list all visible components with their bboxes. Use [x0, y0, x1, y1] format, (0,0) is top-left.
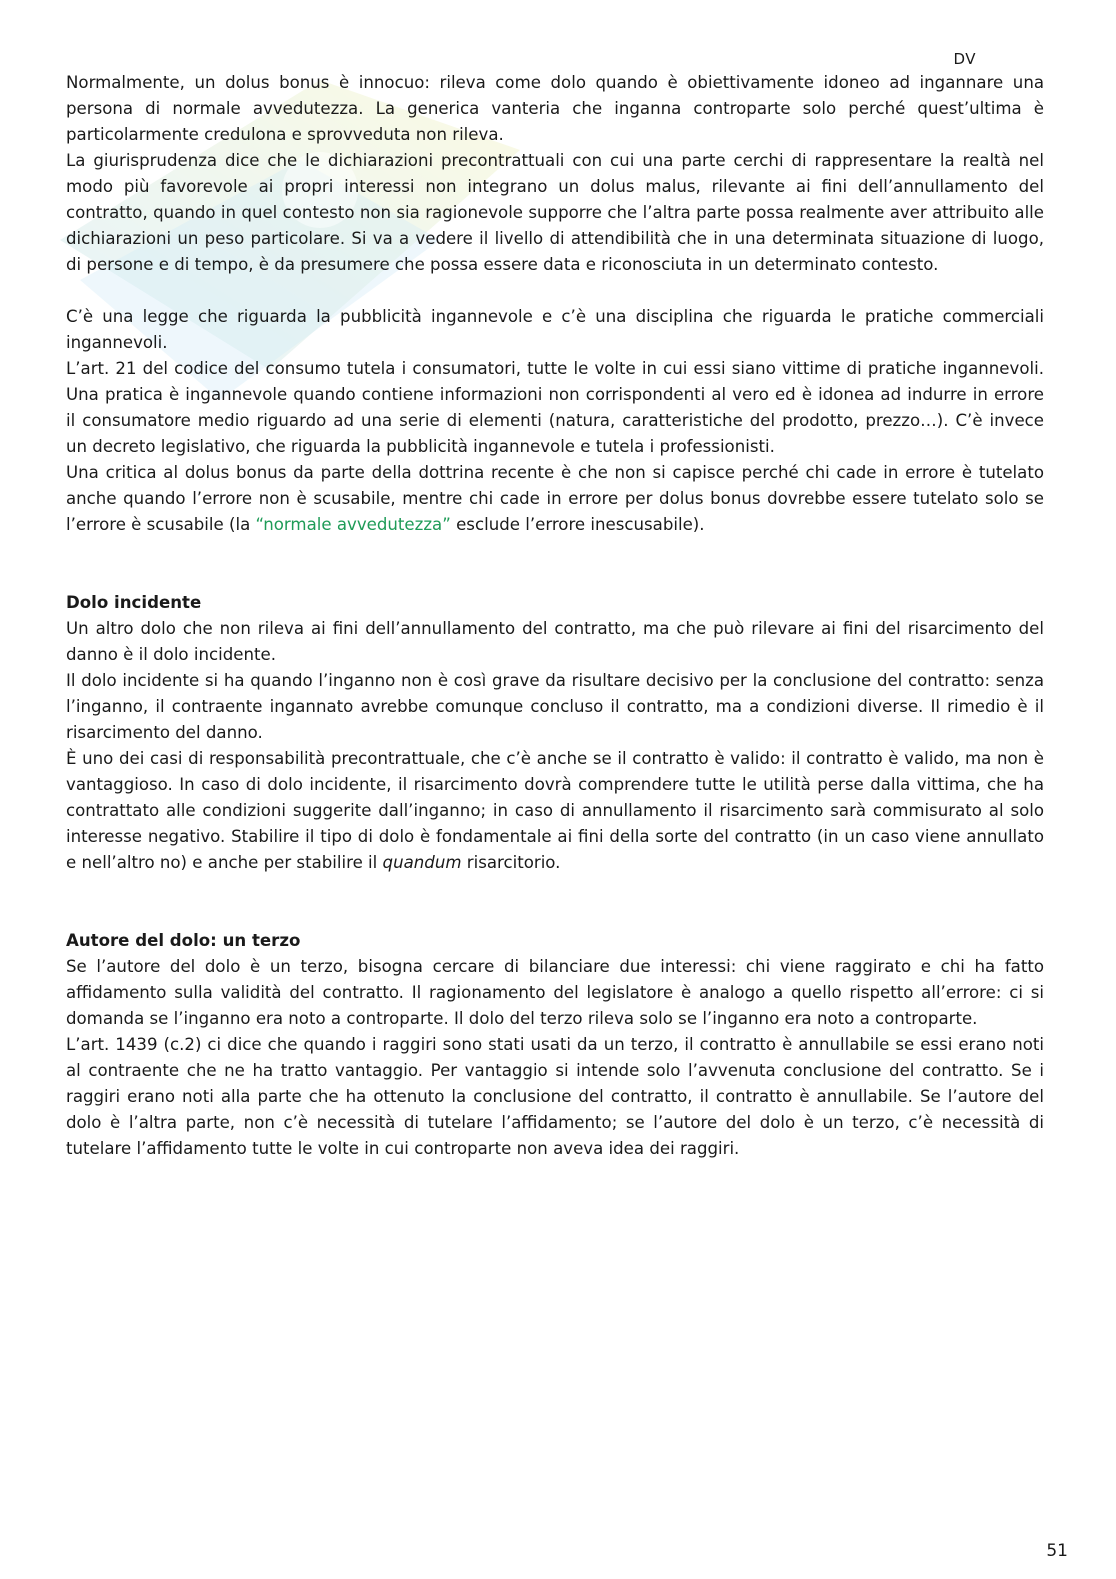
paragraph-dolo-incidente-def: Il dolo incidente si ha quando l’inganno non è così grave da risultare decisivo per la conclusione del contratto: senza l’inganno, il contraente ingannato avrebbe comunque concluso il contratto, ma a condizioni diverse. Il rimedio è il risarcimento del danno. — [66, 671, 1044, 742]
text-run: È uno dei casi di responsabilità precontrattuale, che c’è anche se il contratto è valido: il contratto è valido, ma non è vantaggioso. In caso di dolo incidente, il risarcimento dovrà comprendere tutte le utilità perse dalla vittima, che ha contrattato alle condizioni suggerite dall’inganno; in caso di annullamento il risarcimento sarà commisurato al solo interesse negativo. Stabilire il tipo di dolo è fondamentale ai fini della sorte del contratto (in un caso viene annullato e nell’altro no) e anche per stabilire il — [66, 749, 1044, 872]
paragraph-art-1439: L’art. 1439 (c.2) ci dice che quando i raggiri sono stati usati da un terzo, il contratto è annullabile se essi erano noti al contraente che ne ha tratto vantaggio. Per vantaggio si intende solo l’avvenuta conclusione del contratto. Se i raggiri erano noti alla parte che ha ottenuto la conclusione del contratto, il contratto è annullabile. Se l’autore del dolo è l’altra parte, non c’è necessità di tutelare l’affidamento; se l’autore del dolo è un terzo, c’è necessità di tutelare l’affidamento tutte le volte in cui controparte non aveva idea dei raggiri. — [66, 1035, 1044, 1158]
paragraph-dolus-bonus: Normalmente, un dolus bonus è innocuo: rileva come dolo quando è obiettivamente idoneo ad ingannare una persona di normale avvedutezza. La generica vanteria che inganna controparte solo perché quest’ultima è particolarmente credulona e sprovveduta non rileva. — [66, 73, 1044, 144]
paragraph-codice-consumo: L’art. 21 del codice del consumo tutela i consumatori, tutte le volte in cui essi siano vittime di pratiche ingannevoli. Una pratica è ingannevole quando contiene informazioni non corrispondenti al vero ed è idonea ad indurre in errore il consumatore medio riguardo ad una serie di elementi (natura, caratteristiche del prodotto, prezzo…). C’è invece un decreto legislativo, che riguarda la pubblicità ingannevole e tutela i professionisti. — [66, 359, 1044, 456]
paragraph-dolo-incidente-intro: Un altro dolo che non rileva ai fini dell’annullamento del contratto, ma che può rilevare ai fini del risarcimento del danno è il dolo incidente. — [66, 619, 1044, 664]
spacer — [66, 538, 1044, 590]
header-initials: DV — [953, 50, 976, 68]
italic-term: quandum — [382, 853, 462, 872]
paragraph-critica — [66, 460, 1044, 538]
paragraph-pubblicita: C’è una legge che riguarda la pubblicità ingannevole e c’è una disciplina che riguarda le pratiche commerciali ingannevoli. — [66, 307, 1044, 352]
page-number: 51 — [1046, 1541, 1068, 1561]
paragraph-autore-terzo: Se l’autore del dolo è un terzo, bisogna cercare di bilanciare due interessi: chi viene raggirato e chi ha fatto affidamento sulla validità del contratto. Il ragionamento del legislatore è analogo a quello rispetto all’errore: ci si domanda se l’inganno era noto a controparte. Il dolo del terzo rileva solo se l’inganno era noto a controparte. — [66, 957, 1044, 1028]
spacer — [66, 876, 1044, 928]
main-content — [66, 70, 1044, 1162]
text-run: Una critica al dolus bonus da parte della dottrina recente è che non si capisce perché chi cade in errore è tutelato anche quando l’errore non è scusabile, mentre chi cade in errore per dolus bonus dovrebbe essere tutelato solo se l’errore è scusabile (la — [66, 463, 1044, 534]
highlighted-quote: “normale avvedutezza” — [255, 515, 451, 534]
heading-dolo-incidente: Dolo incidente — [66, 593, 202, 612]
heading-autore-terzo: Autore del dolo: un terzo — [66, 931, 301, 950]
spacer — [66, 278, 1044, 304]
text-run: esclude l’errore inescusabile). — [450, 515, 705, 534]
text-run: risarcitorio. — [461, 853, 561, 872]
paragraph-giurisprudenza: La giurisprudenza dice che le dichiarazioni precontrattuali con cui una parte cerchi di rappresentare la realtà nel modo più favorevole ai propri interessi non integrano un dolus malus, rilevante ai fini dell’annullamento del contratto, quando in quel contesto non sia ragionevole supporre che l’altra parte possa realmente aver attribuito alle dichiarazioni un peso particolare. Si va a vedere il livello di attendibilità che in una determinata situazione di luogo, di persone e di tempo, è da presumere che possa essere data e riconosciuta in un determinato contesto. — [66, 151, 1044, 274]
paragraph-responsabilita — [66, 746, 1044, 876]
